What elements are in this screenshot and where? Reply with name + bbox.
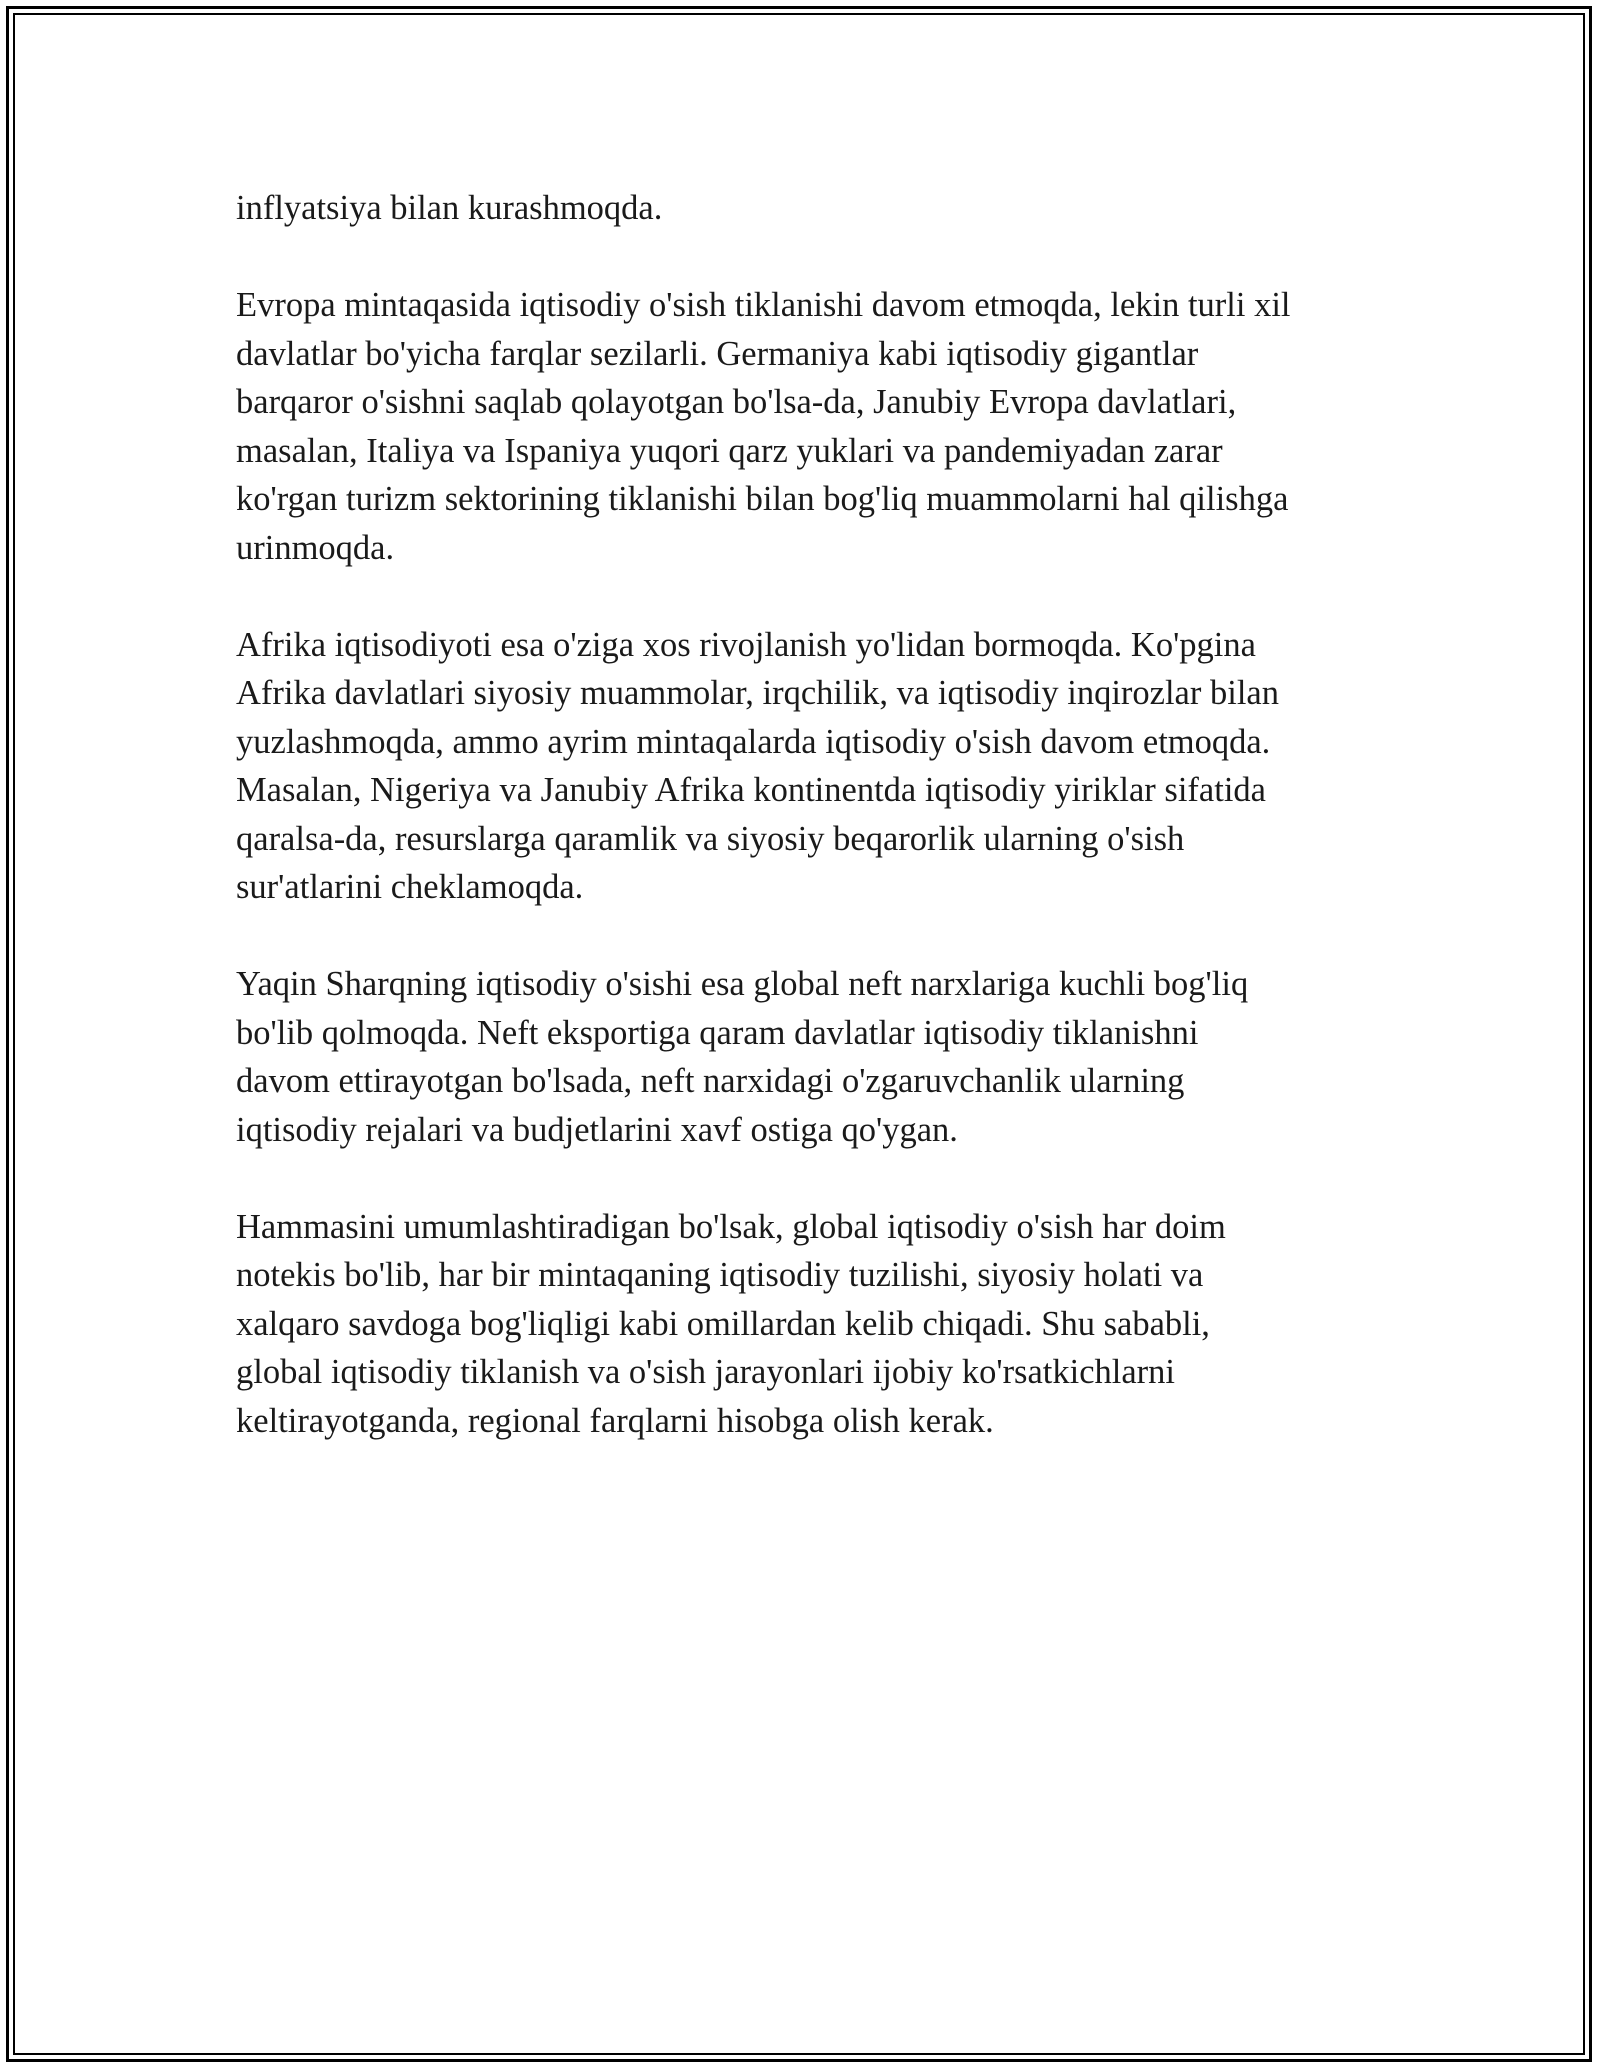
text-line: Hammasini umumlashtiradigan bo'lsak, global iqtisodiy o'sish har doim [236,1207,1226,1246]
text-line: Evropa mintaqasida iqtisodiy o'sish tiklanishi davom etmoqda, lekin turli xil [236,286,1291,324]
text-line: xalqaro savdoga bog'liqligi kabi omillardan kelib chiqadi. Shu sababli, [236,1304,1210,1343]
paragraph-5 [236,1203,1416,1446]
text-line: masalan, Italiya va Ispaniya yuqori qarz yuklari va pandemiyadan zarar [236,431,1223,470]
text-line: Yaqin Sharqning iqtisodiy o'sishi esa global neft narxlariga kuchli bog'liq [236,965,1249,1003]
text-line: iqtisodiy rejalari va budjetlarini xavf ostiga qo'ygan. [236,1110,958,1149]
paragraph-1 [236,184,1416,233]
text-line: Afrika iqtisodiyoti esa o'ziga xos rivojlanish yo'lidan bormoqda. Ko'pgina [236,625,1256,664]
text-line: inflyatsiya bilan kurashmoqda. [236,189,663,227]
text-line: davom ettirayotgan bo'lsada, neft narxidagi o'zgaruvchanlik ularning [236,1062,1185,1100]
text-line: yuzlashmoqda, ammo ayrim mintaqalarda iqtisodiy o'sish davom etmoqda. [236,722,1271,761]
text-line: notekis bo'lib, har bir mintaqaning iqtisodiy tuzilishi, siyosiy holati va [236,1256,1204,1294]
text-line: global iqtisodiy tiklanish va o'sish jarayonlari ijobiy ko'rsatkichlarni [236,1353,1175,1391]
paragraph-3 [236,621,1416,912]
text-line: qaralsa-da, resurslarga qaramlik va siyosiy beqarorlik ularning o'sish [236,819,1185,858]
paragraph-4 [236,960,1416,1154]
text-line: urinmoqda. [236,528,395,567]
text-line: Masalan, Nigeriya va Janubiy Afrika kontinentda iqtisodiy yiriklar sifatida [236,771,1266,809]
text-line: davlatlar bo'yicha farqlar sezilarli. Germaniya kabi iqtisodiy gigantlar [236,334,1199,373]
text-line: sur'atlarini cheklamoqda. [236,868,584,906]
paragraph-2 [236,281,1416,572]
text-line: bo'lib qolmoqda. Neft eksportiga qaram davlatlar iqtisodiy tiklanishni [236,1013,1199,1052]
document-body [236,184,1416,1494]
text-line: barqaror o'sishni saqlab qolayotgan bo'lsa-da, Janubiy Evropa davlatlari, [236,383,1237,421]
text-line: ko'rgan turizm sektorining tiklanishi bilan bog'liq muammolarni hal qilishga [236,480,1289,518]
text-line: keltirayotganda, regional farqlarni hisobga olish kerak. [236,1401,994,1440]
text-line: Afrika davlatlari siyosiy muammolar, irqchilik, va iqtisodiy inqirozlar bilan [236,674,1279,712]
